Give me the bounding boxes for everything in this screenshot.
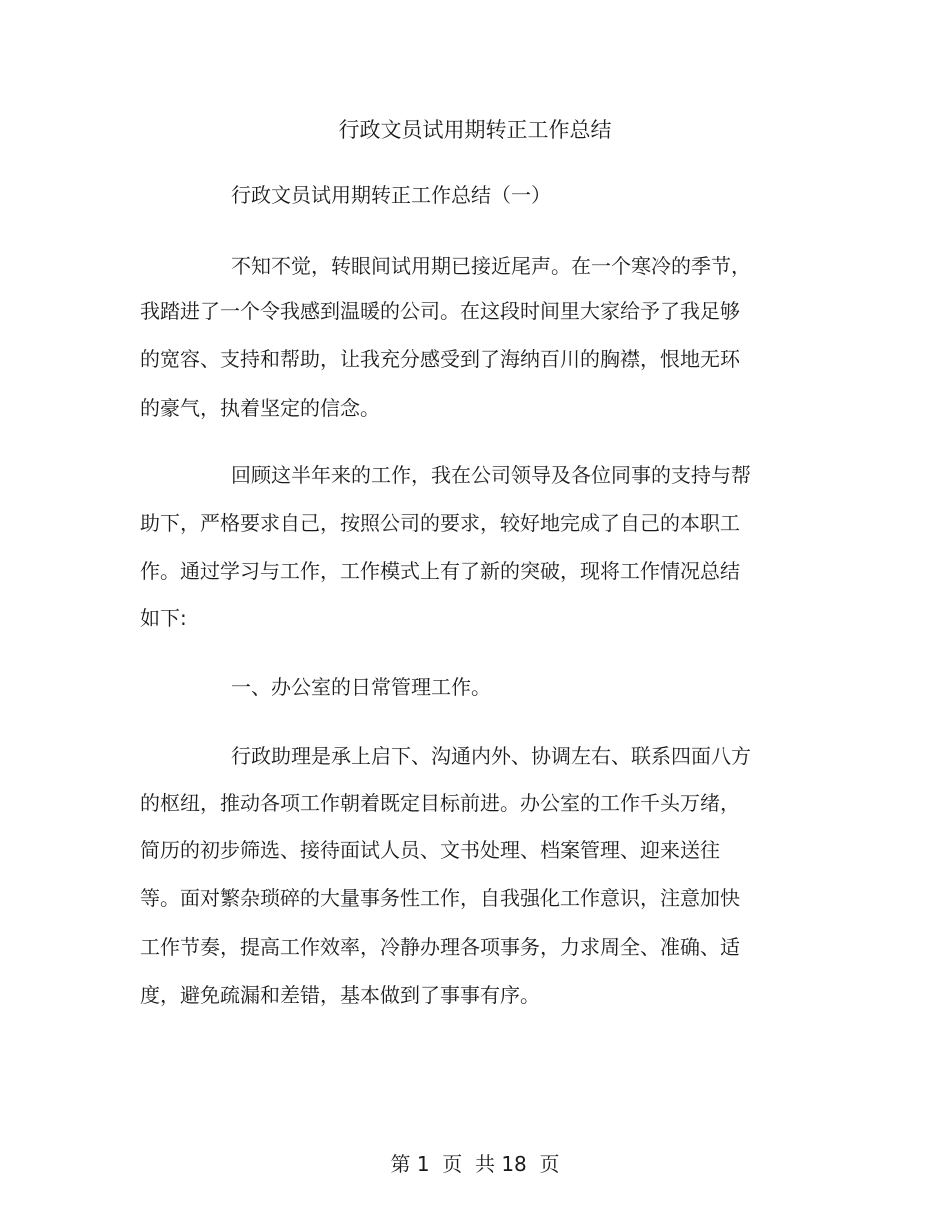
page-number-footer: 第 1 页 共 18 页 <box>390 1152 560 1176</box>
paragraph-4-line-4: 等。面对繁杂琐碎的大量事务性工作，自我强化工作意识，注意加快 <box>140 886 740 910</box>
paragraph-1-line-4: 的豪气，执着坚定的信念。 <box>140 396 380 420</box>
paragraph-2-line-2: 助下，严格要求自己，按照公司的要求，较好地完成了自己的本职工 <box>140 511 740 535</box>
paragraph-4-line-6: 度，避免疏漏和差错，基本做到了事事有序。 <box>140 983 540 1007</box>
document-subtitle: 行政文员试用期转正工作总结（一） <box>231 183 551 207</box>
paragraph-1-line-3: 的宽容、支持和帮助，让我充分感受到了海纳百川的胸襟，恨地无环 <box>140 347 740 371</box>
paragraph-1-line-2: 我踏进了一个令我感到温暖的公司。在这段时间里大家给予了我足够 <box>140 299 740 323</box>
section-heading-1: 一、办公室的日常管理工作。 <box>231 675 491 699</box>
paragraph-2-line-4: 如下: <box>140 606 187 630</box>
paragraph-2-line-1: 回顾这半年来的工作，我在公司领导及各位同事的支持与帮 <box>231 463 751 487</box>
paragraph-4-line-3: 简历的初步筛选、接待面试人员、文书处理、档案管理、迎来送往 <box>140 838 720 862</box>
paragraph-2-line-3: 作。通过学习与工作，工作模式上有了新的突破，现将工作情况总结 <box>140 559 740 583</box>
paragraph-4-line-1: 行政助理是承上启下、沟通内外、协调左右、联系四面八方 <box>231 744 751 768</box>
document-title: 行政文员试用期转正工作总结 <box>338 118 612 142</box>
paragraph-1-line-1: 不知不觉，转眼间试用期已接近尾声。在一个寒冷的季节， <box>231 254 751 278</box>
paragraph-4-line-5: 工作节奏，提高工作效率，冷静办理各项事务，力求周全、准确、适 <box>140 935 740 959</box>
paragraph-4-line-2: 的枢纽，推动各项工作朝着既定目标前进。办公室的工作千头万绪， <box>140 791 740 815</box>
